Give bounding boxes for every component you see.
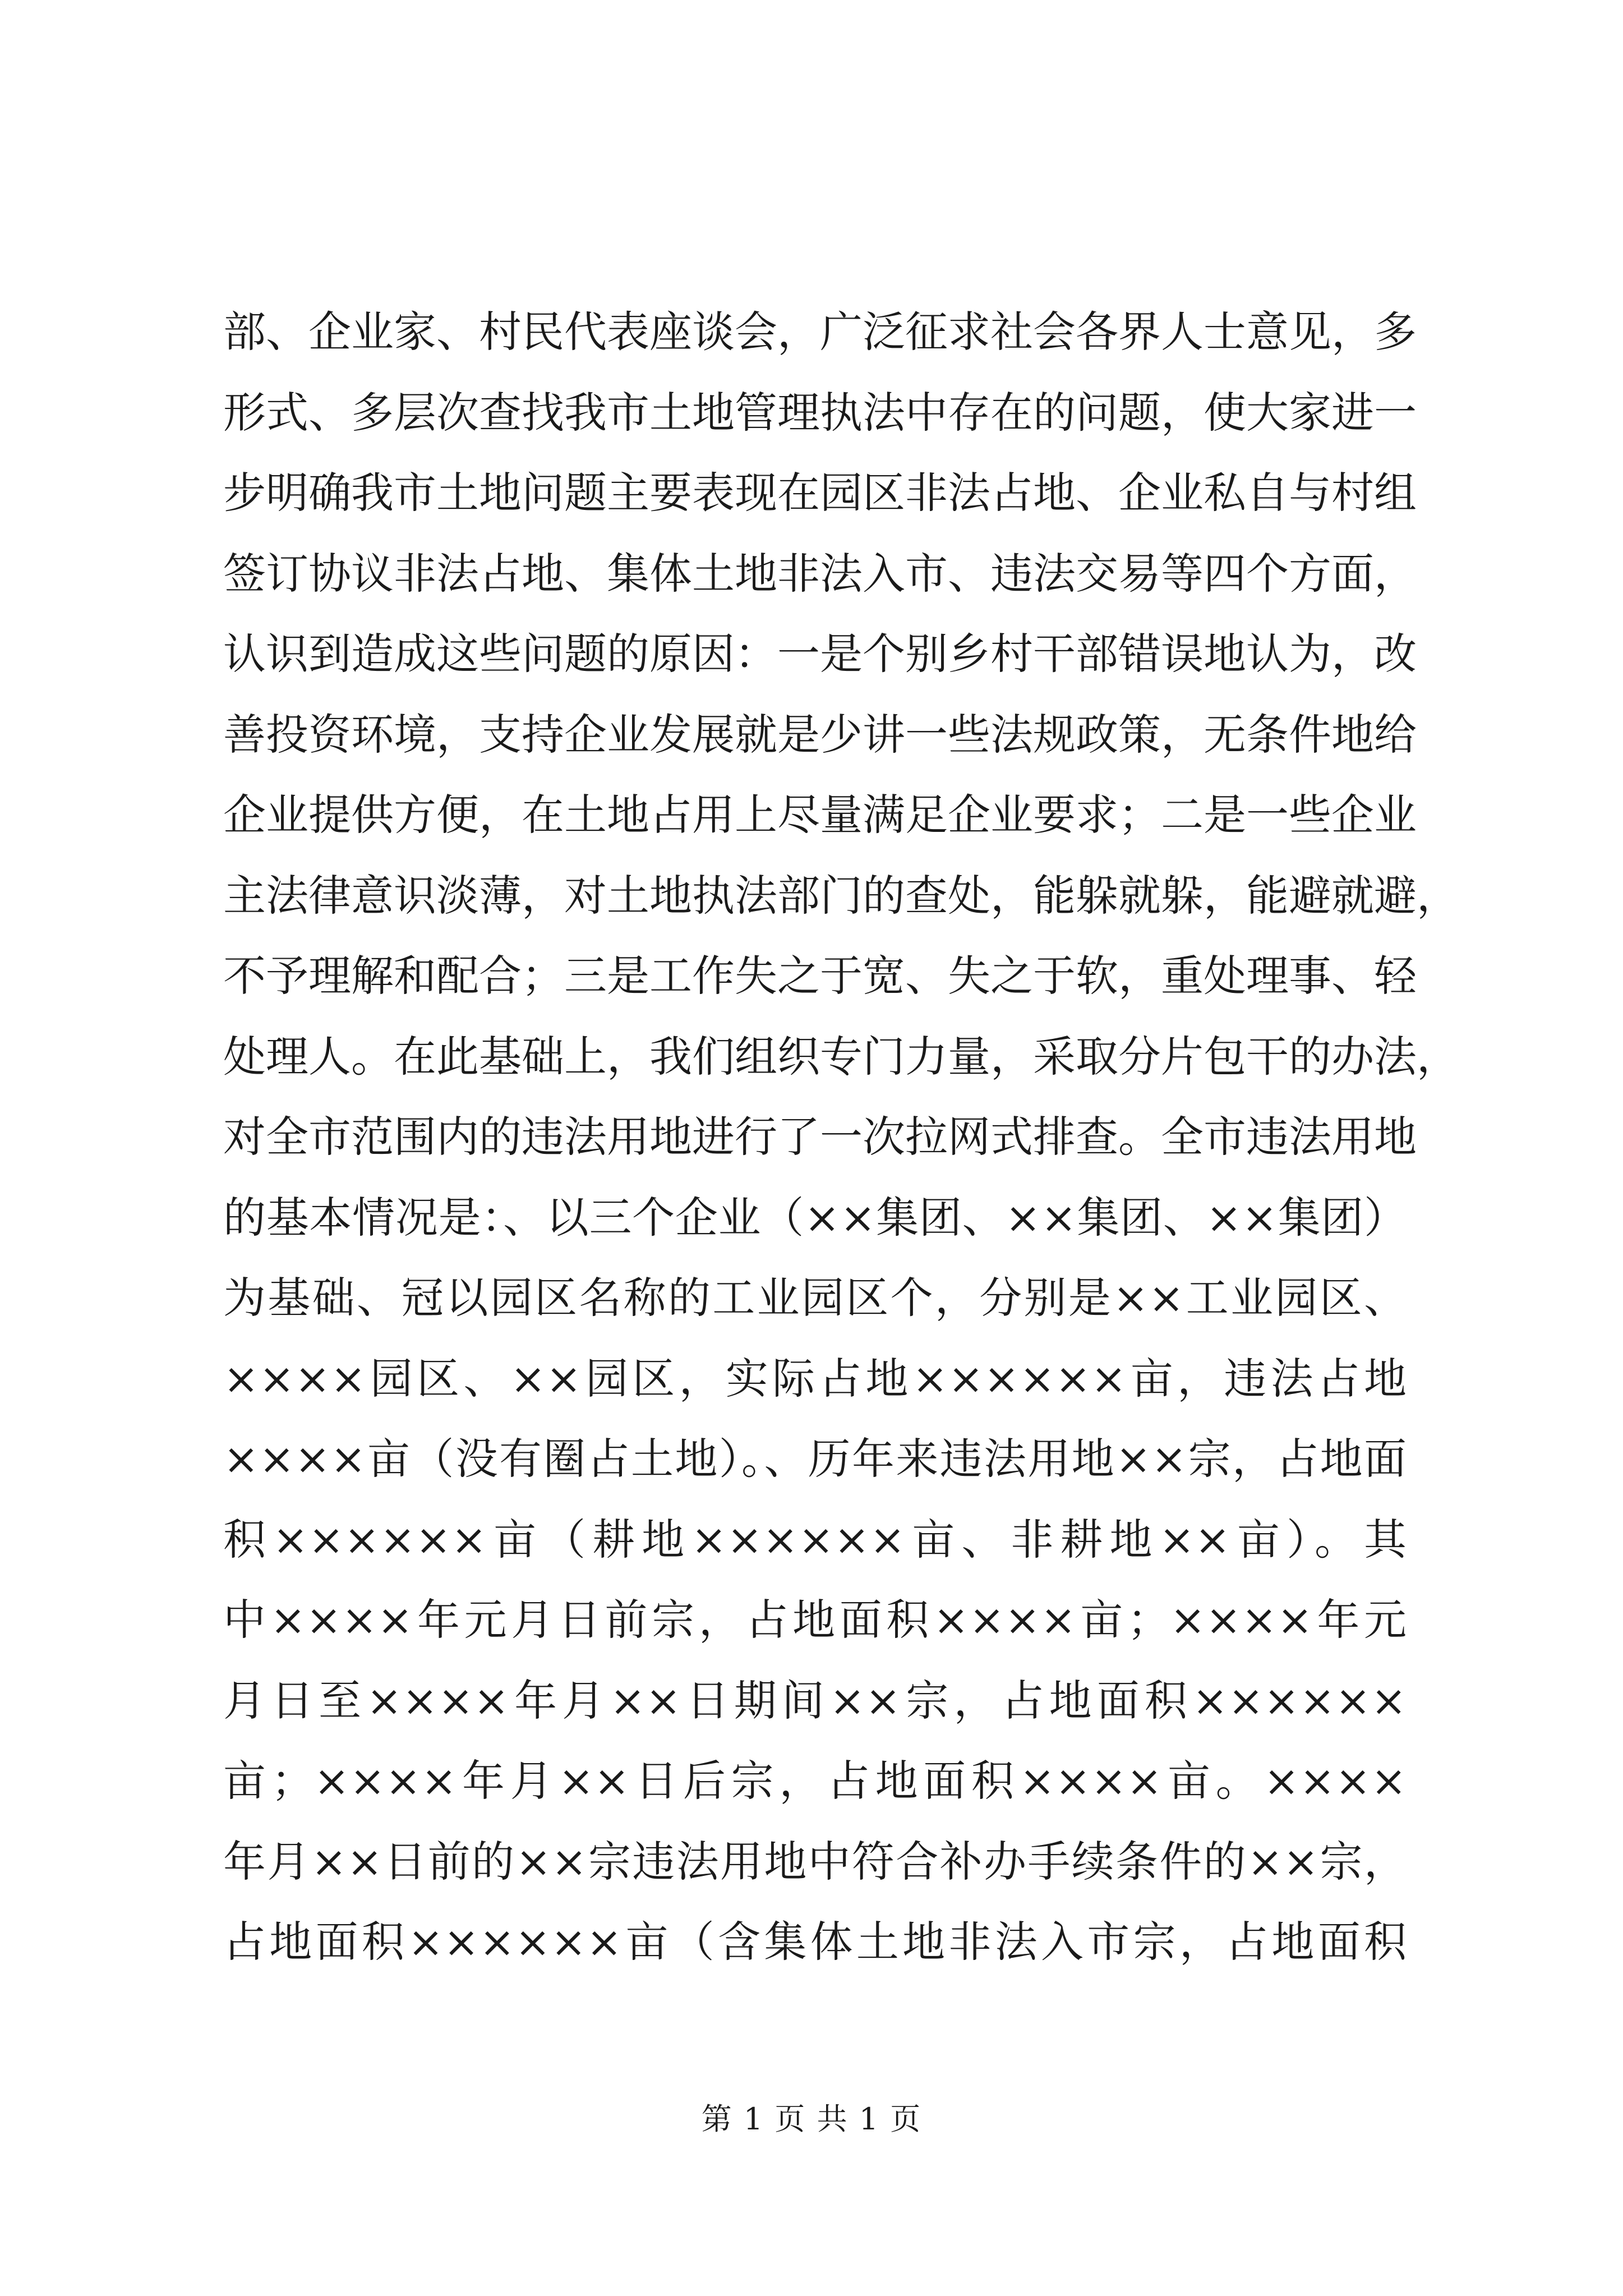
text-line: 部、企业家、村民代表座谈会，广泛征求社会各界人士意见，多: [223, 307, 1417, 357]
text-line: 签订协议非法占地、集体土地非法入市、违法交易等四个方面，: [223, 548, 1417, 599]
text-line: 企业提供方便，在土地占用上尽量满足企业要求；二是一些企业: [223, 790, 1417, 840]
text-line: 步明确我市土地问题主要表现在园区非法占地、企业私自与村组: [223, 468, 1417, 518]
text-line: 的基本情况是：、以三个企业（××集团、××集团、××集团）: [223, 1192, 1407, 1243]
text-line: ××××园区、××园区，实际占地××××××亩，违法占地: [223, 1353, 1407, 1404]
text-line: 年月××日前的××宗违法用地中符合补办手续条件的××宗，: [223, 1836, 1407, 1887]
text-line: 月日至××××年月××日期间××宗，占地面积××××××: [223, 1675, 1407, 1726]
text-line: 占地面积××××××亩（含集体土地非法入市宗，占地面积: [223, 1917, 1407, 1967]
text-line: 善投资环境，支持企业发展就是少讲一些法规政策，无条件地给: [223, 709, 1417, 760]
text-line: 中××××年元月日前宗，占地面积××××亩；××××年元: [223, 1595, 1407, 1645]
text-line: 认识到造成这些问题的原因：一是个别乡村干部错误地认为，改: [223, 629, 1417, 679]
text-line: ××××亩（没有圈占土地）。、历年来违法用地××宗，占地面: [223, 1434, 1407, 1484]
text-line: 为基础、冠以园区名称的工业园区个，分别是××工业园区、: [223, 1273, 1407, 1323]
text-line: 处理人。在此基础上，我们组织专门力量，采取分片包干的办法，: [223, 1031, 1459, 1082]
text-line: 积××××××亩（耕地××××××亩、非耕地××亩）。其: [223, 1514, 1407, 1565]
text-line: 亩；××××年月××日后宗，占地面积××××亩。××××: [223, 1756, 1407, 1806]
text-line: 主法律意识淡薄，对土地执法部门的查处，能躲就躲，能避就避，: [223, 870, 1459, 921]
text-line: 对全市范围内的违法用地进行了一次拉网式排查。全市违法用地: [223, 1112, 1417, 1162]
text-line: 形式、多层次查找我市土地管理执法中存在的问题，使大家进一: [223, 387, 1417, 438]
body-text: [223, 292, 1459, 1982]
page-footer: 第 1 页 共 1 页: [701, 2101, 922, 2137]
text-line: 不予理解和配合；三是工作失之于宽、失之于软，重处理事、轻: [223, 951, 1417, 1001]
